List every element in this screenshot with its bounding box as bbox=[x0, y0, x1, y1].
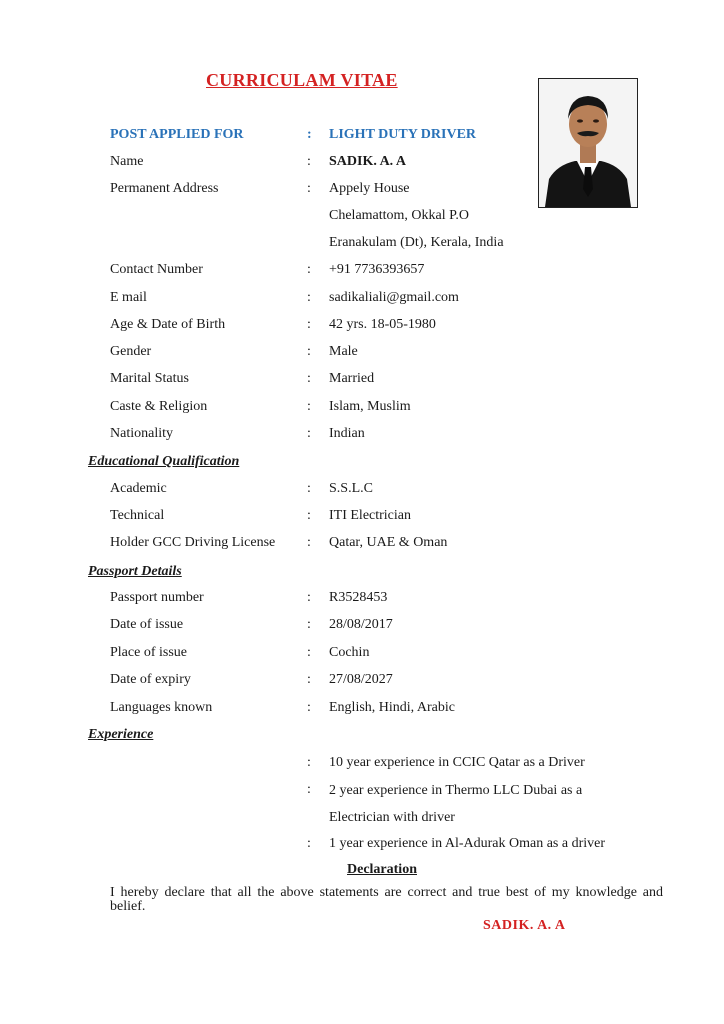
field-value: 42 yrs. 18-05-1980 bbox=[329, 317, 436, 332]
field-label: Permanent Address bbox=[110, 181, 219, 196]
field-value: ITI Electrician bbox=[329, 508, 412, 523]
passport-row bbox=[0, 697, 724, 719]
personal-row bbox=[0, 178, 724, 200]
passport-heading: Passport Details bbox=[88, 564, 182, 579]
colon: : bbox=[307, 344, 311, 359]
education-row bbox=[0, 532, 724, 554]
field-label: Technical bbox=[110, 508, 165, 523]
colon: : bbox=[307, 127, 312, 142]
personal-row bbox=[0, 287, 724, 309]
personal-row bbox=[0, 368, 724, 390]
colon: : bbox=[307, 672, 311, 687]
field-value: Qatar, UAE & Oman bbox=[329, 535, 448, 550]
experience-heading: Experience bbox=[88, 727, 154, 742]
field-value: Indian bbox=[329, 426, 365, 441]
field-value: Chelamattom, Okkal P.O bbox=[329, 208, 469, 223]
field-value: sadikaliali@gmail.com bbox=[329, 290, 459, 305]
field-value: SADIK. A. A bbox=[329, 154, 407, 169]
field-label: Caste & Religion bbox=[110, 399, 208, 414]
field-value: English, Hindi, Arabic bbox=[329, 700, 455, 715]
colon: : bbox=[307, 481, 311, 496]
passport-row bbox=[0, 614, 724, 636]
field-label: Nationality bbox=[110, 426, 173, 441]
colon: : bbox=[307, 535, 311, 550]
post-label: POST APPLIED FOR bbox=[110, 127, 244, 142]
field-value: Cochin bbox=[329, 645, 370, 660]
field-value: Male bbox=[329, 344, 358, 359]
field-value: R3528453 bbox=[329, 590, 388, 605]
field-label: Contact Number bbox=[110, 262, 203, 277]
signature-name: SADIK. A. A bbox=[483, 918, 566, 933]
field-label: E mail bbox=[110, 290, 147, 305]
field-value: Appely House bbox=[329, 181, 410, 196]
colon: : bbox=[307, 645, 311, 660]
field-value: 28/08/2017 bbox=[329, 617, 393, 632]
colon: : bbox=[307, 399, 311, 414]
post-applied-row bbox=[0, 124, 724, 146]
field-label: Name bbox=[110, 154, 144, 169]
colon: : bbox=[307, 317, 311, 332]
field-value: +91 7736393657 bbox=[329, 262, 425, 277]
colon: : bbox=[307, 782, 311, 797]
field-label: Holder GCC Driving License bbox=[110, 535, 276, 550]
colon: : bbox=[307, 755, 311, 770]
cv-title: CURRICULAM VITAE bbox=[206, 70, 398, 90]
post-value: LIGHT DUTY DRIVER bbox=[329, 127, 477, 142]
education-heading: Educational Qualification bbox=[88, 454, 240, 469]
field-label: Gender bbox=[110, 344, 152, 359]
colon: : bbox=[307, 262, 311, 277]
personal-row bbox=[0, 259, 724, 281]
colon: : bbox=[307, 508, 311, 523]
personal-row bbox=[0, 423, 724, 445]
education-row bbox=[0, 478, 724, 500]
field-label: Date of expiry bbox=[110, 672, 191, 687]
field-value: Married bbox=[329, 371, 375, 386]
field-value: Islam, Muslim bbox=[329, 399, 411, 414]
experience-text: 1 year experience in Al-Adurak Oman as a driver bbox=[329, 836, 605, 851]
colon: : bbox=[307, 700, 311, 715]
field-value: Eranakulam (Dt), Kerala, India bbox=[329, 235, 504, 250]
declaration-heading: Declaration bbox=[347, 862, 417, 877]
field-label: Age & Date of Birth bbox=[110, 317, 226, 332]
field-label: Date of issue bbox=[110, 617, 184, 632]
experience-text: 2 year experience in Thermo LLC Dubai as a Electrician with driver bbox=[329, 783, 583, 825]
colon: : bbox=[307, 617, 311, 632]
colon: : bbox=[307, 426, 311, 441]
personal-row bbox=[0, 314, 724, 336]
field-label: Marital Status bbox=[110, 371, 189, 386]
colon: : bbox=[307, 290, 311, 305]
passport-row bbox=[0, 587, 724, 609]
experience-text: 10 year experience in CCIC Qatar as a Driver bbox=[329, 755, 585, 770]
field-label: Academic bbox=[110, 481, 167, 496]
field-value: S.S.L.C bbox=[329, 481, 373, 496]
passport-row bbox=[0, 669, 724, 691]
address-line bbox=[0, 205, 724, 227]
colon: : bbox=[307, 590, 311, 605]
address-line bbox=[0, 232, 724, 254]
education-row bbox=[0, 505, 724, 527]
field-label: Place of issue bbox=[110, 645, 187, 660]
colon: : bbox=[307, 371, 311, 386]
field-value: 27/08/2027 bbox=[329, 672, 393, 687]
declaration-text: I hereby declare that all the above statements are correct and true best of my knowledge and belief. bbox=[110, 885, 663, 914]
personal-row bbox=[0, 151, 724, 173]
colon: : bbox=[307, 836, 311, 851]
colon: : bbox=[307, 181, 311, 196]
personal-row bbox=[0, 341, 724, 363]
personal-row bbox=[0, 396, 724, 418]
field-label: Passport number bbox=[110, 590, 204, 605]
passport-row bbox=[0, 642, 724, 664]
field-label: Languages known bbox=[110, 700, 213, 715]
colon: : bbox=[307, 154, 311, 169]
